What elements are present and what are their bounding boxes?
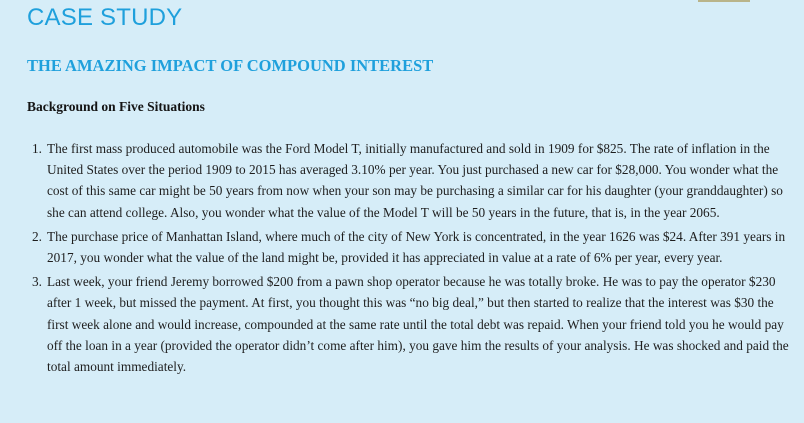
case-study-subtitle: THE AMAZING IMPACT OF COMPOUND INTEREST [27, 56, 434, 75]
situation-item-3 [28, 271, 798, 377]
situation-text: The purchase price of Manhattan Island, where much of the city of New York is concentrated, in the year 1626 was $24. After 391 years in 2017, you wonder what the value of the land might be, provided it has appreciated in value at a rate of 6% per year, every year. [47, 228, 786, 266]
situation-item-1 [28, 138, 798, 223]
section-heading: Background on Five Situations [27, 99, 205, 114]
top-divider [698, 0, 750, 2]
situation-text: Last week, your friend Jeremy borrowed $200 from a pawn shop operator because he was totally broke. He was to pay the operator $230 after 1 week, but missed the payment. At first, you thought this was “no big deal,” but then started to realize that the interest was $30 the first week alone and would increase, compounded at the same rate until the total debt was repaid. When your friend told you he would pay off the loan in a year (provided the operator didn’t come after him), you gave him the results of your analysis. He was shocked and paid the total amount immediately. [47, 274, 789, 375]
situation-number: 2. [32, 228, 42, 244]
situation-item-2 [28, 226, 798, 268]
case-study-title: CASE STUDY [27, 4, 183, 31]
situations-list [28, 138, 798, 380]
situation-number: 1. [32, 141, 42, 156]
situation-text: The first mass produced automobile was the Ford Model T, initially manufactured and sold in 1909 for $825. The rate of inflation in the United States over the period 1909 to 2015 has averaged 3.10% per year. You just purchased a new car for $28,000. You wonder what the cost of this same car might be 50 years from now when your son may be purchasing a similar car for his daughter (your granddaughter) so she can attend college. Also, you wonder what the value of the Model T will be 50 years in the future, that is, in the year 2065. [47, 141, 783, 220]
situation-number: 3. [32, 274, 42, 290]
